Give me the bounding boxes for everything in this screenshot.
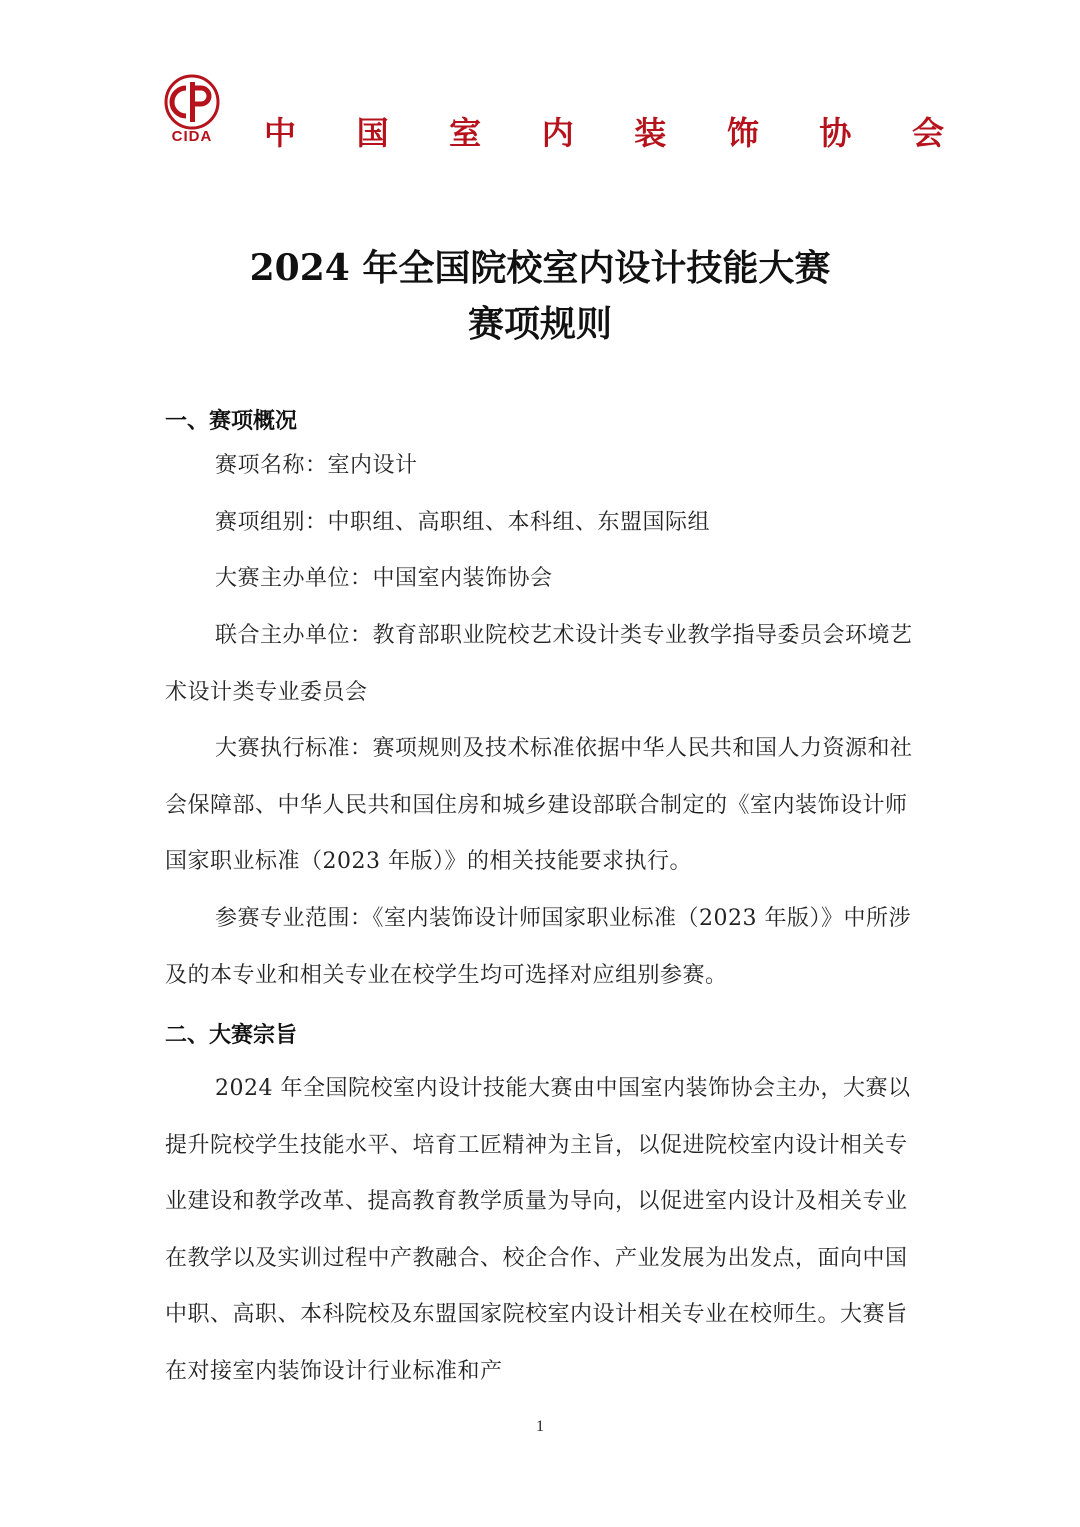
section-heading-purpose: 二、大赛宗旨 (165, 1023, 298, 1048)
logo-text: CIDA (171, 128, 213, 145)
org-char: 中 (264, 114, 297, 152)
overview-item: 大赛主办单位：中国室内装饰协会 (215, 566, 553, 591)
org-char: 饰 (726, 114, 759, 152)
org-char: 内 (541, 114, 574, 152)
overview-item: 赛项组别：中职组、高职组、本科组、东盟国际组 (215, 510, 711, 535)
cida-emblem-icon (160, 74, 224, 130)
section-heading-overview: 一、赛项概况 (165, 409, 298, 434)
overview-item: 赛项名称：室内设计 (215, 453, 418, 478)
purpose-paragraph: 2024 年全国院校室内设计技能大赛由中国室内装饰协会主办，大赛以提升院校学生技能水平、培育工匠精神为主旨，以促进院校室内设计相关专业建设和教学改革、提高教育教学质量为导向，以促进室内设计及相关专业在教学以及实训过程中产教融合、校企合作、产业发展为出发点，面向中国中职、高职、本科院校及东盟国家院校室内设计相关专业在校师生。大赛旨在对接室内装饰设计行业标准和产 (165, 1076, 911, 1384)
org-char: 室 (449, 114, 482, 152)
page-number: 1 (536, 1418, 544, 1435)
org-char: 协 (819, 114, 852, 152)
document-subtitle: 赛项规则 (467, 303, 612, 345)
org-char: 装 (634, 114, 667, 152)
overview-item: 联合主办单位：教育部职业院校艺术设计类专业教学指导委员会环境艺术设计类专业委员会 (165, 623, 913, 705)
document-title: 2024 年全国院校室内设计技能大赛 (249, 247, 831, 289)
overview-item: 参赛专业范围：《室内装饰设计师国家职业标准（2023 年版）》中所涉及的本专业和相关专业在校学生均可选择对应组别参赛。 (165, 906, 911, 988)
cida-logo (160, 74, 224, 148)
org-char: 国 (356, 114, 389, 152)
organization-name (264, 108, 944, 154)
org-char: 会 (911, 114, 944, 152)
overview-item: 大赛执行标准：赛项规则及技术标准依据中华人民共和国人力资源和社会保障部、中华人民共和国住房和城乡建设部联合制定的《室内装饰设计师国家职业标准（2023 年版）》的相关技能要求执行。 (165, 736, 913, 875)
